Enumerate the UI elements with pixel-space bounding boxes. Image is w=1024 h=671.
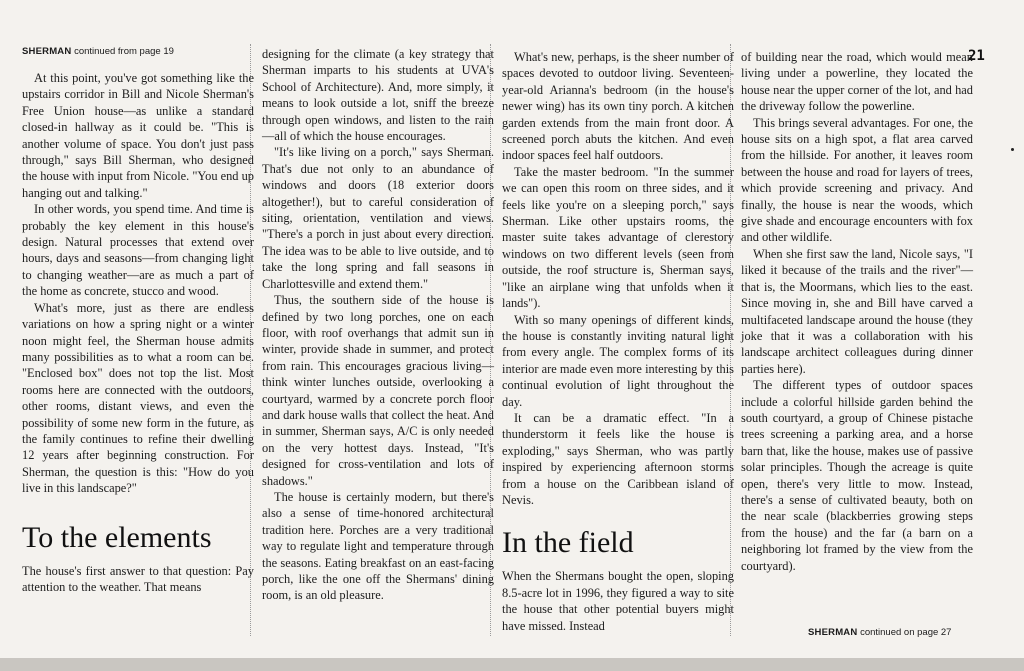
article-column-2 (262, 46, 494, 604)
stray-mark (1011, 148, 1014, 151)
paragraph: This brings several advantages. For one, the house sits on a high spot, a flat area carved from the hillside. For another, it leaves room between the house and road for layers of trees, which provide screening and privacy. And finally, the house is near the woods, which give shade and encourage encounters with fox and other wildlife. (741, 115, 973, 245)
paragraph: At this point, you've got something like the upstairs corridor in Bill and Nicole Sherman's Free Union house—as unlike a standard closed-in hallway as it could be. "This is another volume of space. You don't just pass through," says Bill Sherman, who designed the house with input from Nicole. "You end up hanging out and talking." (22, 71, 254, 200)
jump-text: continued on page 27 (860, 627, 952, 638)
paragraph: What's more, just as there are endless variations on how a spring night or a winter noon might feel, the Sherman house admits many possibilities as to what a room can be. "Enclosed box" does not top the list. Most rooms here are connected with the outdoors, other rooms, distant views, and even the possibility of some new form in the future, as the family continues to refine their dwelling 12 years after beginning construction. For Sherman, the question is this: "How do you live in this landscape?" (22, 300, 254, 496)
jump-line-end (808, 627, 951, 639)
paragraph: "It's like living on a porch," says Sherman. That's due not only to an abundance of windows and doors (18 exterior doors altogether!), but to careful consideration of siting, orientation, ventilation and views. "There's a porch in just about every direction. The idea was to be able to live outside, and to take the long spring and fall seasons in Charlottesville and extend them." (262, 145, 494, 291)
article-column-4 (741, 49, 973, 574)
paragraph: It can be a dramatic effect. "In a thunderstorm it feels like the house is exploding," says Sherman, who was partly inspired by experiencing afternoon storms from a house on the Caribbean island of Nevis. (502, 410, 734, 507)
jump-name: SHERMAN (22, 46, 72, 57)
paragraph: With so many openings of different kinds, the house is constantly inviting natural light from every angle. The complex forms of its interior are made even more interesting by this continual evolution of light throughout the day. (502, 312, 734, 409)
paragraph: When the Shermans bought the open, sloping 8.5-acre lot in 1996, they figured a way to site the house that other potential buyers might have missed. Instead (502, 569, 734, 633)
paragraph: Take the master bedroom. "In the summer we can open this room on three sides, and it feels like you're on a sleeping porch," says Sherman. Like other upstairs rooms, the master suite takes advantage of clerestory windows on two different levels (seen from outside, the roof structure is, Sherman says, "like an airplane wing that unfolds when it lands"). (502, 164, 734, 311)
paragraph: In other words, you spend time. And time is probably the key element in this house's design. Natural processes that extend over hours, days and seasons—from changing light to changing weather—are as much a part of the home as concrete, stucco and wood. (22, 202, 254, 299)
paragraph: of building near the road, which would mean living under a powerline, they located the house near the upper corner of the lot, and had the driveway follow the powerline. (741, 50, 973, 114)
paragraph: When she first saw the land, Nicole says, "I liked it because of the trails and the river"—that is, the Moormans, which lies to the east. Since moving in, she and Bill have carved a multifaceted landscape around the house (they joke that it was a collaboration with his landscape architect colleagues during dinner parties here). (741, 246, 973, 376)
article-column-3 (502, 49, 734, 634)
jump-text: continued from page 19 (74, 46, 174, 57)
section-heading: To the elements (22, 520, 212, 554)
paragraph: designing for the climate (a key strategy that Sherman imparts to his students at UVA's School of Architecture). And, more simply, it means to look outside a lot, sniff the breeze through open windows, and listen to the rain—all of which the house encourages. (262, 47, 494, 144)
paragraph: The house's first answer to that question: Pay attention to the weather. That means (22, 563, 254, 594)
page-number: 21 (968, 48, 985, 64)
paragraph: What's new, perhaps, is the sheer number of spaces devoted to outdoor living. Seventeen-year-old Arianna's bedroom (in the house's newer wing) has its own tiny porch. A kitchen garden extends from the main front door. A screened porch abuts the kitchen. And even indoor spaces feel half outdoors. (502, 50, 734, 163)
article-column-1 (22, 46, 254, 595)
page-edge (0, 658, 1024, 671)
paragraph: The different types of outdoor spaces include a colorful hillside garden behind the south courtyard, a group of Chinese pistache trees screening a parking area, and a horse barn that, like the house, makes use of passive solar principles. Though the acreage is quite open, there's very little to mow. Instead, there's a sense of cultivated beauty, both on the near scale (blackberries growing steps from the house) and the far (a barn on a neighboring lot framed by the view from the courtyard). (741, 378, 973, 573)
paragraph: Thus, the southern side of the house is defined by two long porches, one on each floor, with roof overhangs that admit sun in winter, provide shade in summer, and protect from rain. This encourages gracious living—think winter lunches outside, overlooking a courtyard, warmed by a concrete porch floor and dark house walls that collect the heat. And in summer, Sherman says, A/C is only needed on the very hottest days. Instead, "It's designed for cross-ventilation and lots of shadows." (262, 293, 494, 488)
paragraph: The house is certainly modern, but there's also a sense of time-honored architectural tradition here. Porches are a very traditional way to regulate light and temperature through the seasons. Eating breakfast on an east-facing porch, like the one off the Shermans' dining room, is an old pleasure. (262, 489, 494, 603)
jump-name: SHERMAN (808, 627, 858, 638)
jump-line-start (22, 46, 254, 58)
section-heading: In the field (502, 526, 634, 560)
